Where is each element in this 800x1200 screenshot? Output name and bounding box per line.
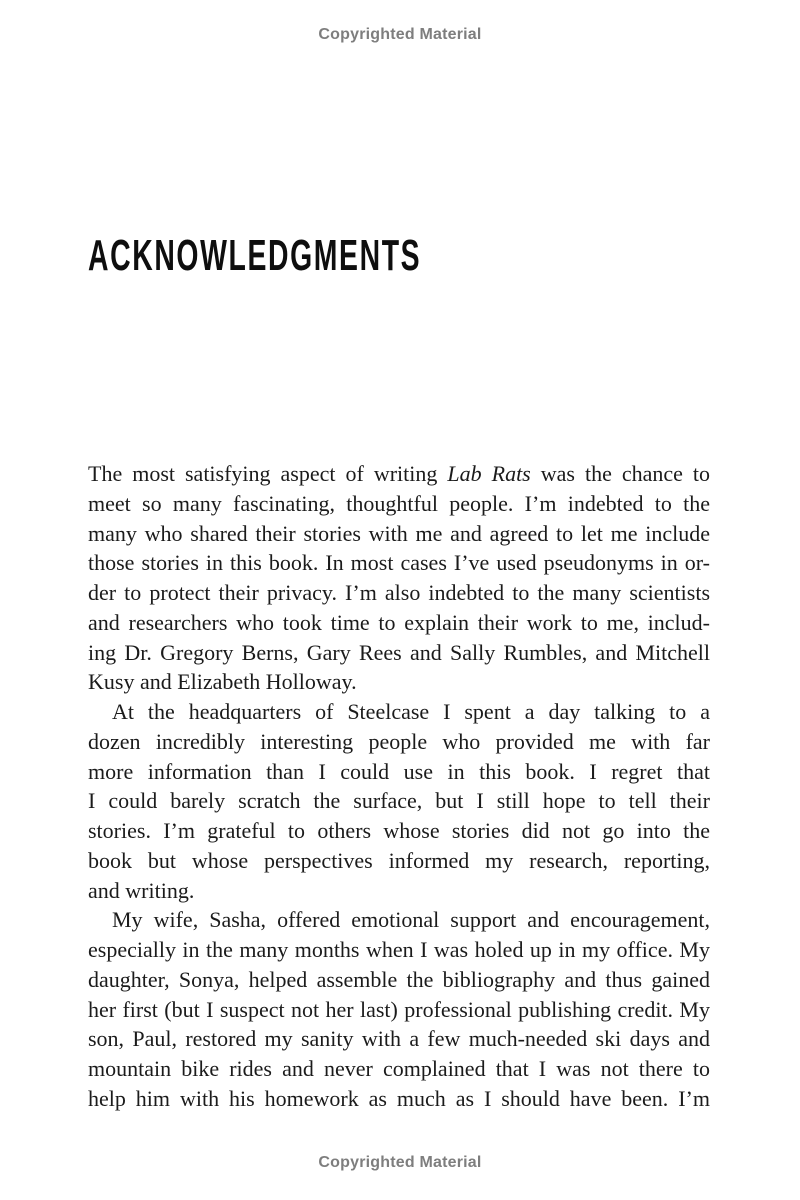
text-line: many who shared their stories with me and agreed to let me include bbox=[88, 520, 710, 546]
text-line: My wife, Sasha, offered emotional support and encouragement, bbox=[112, 907, 710, 933]
text-line: At the headquarters of Steelcase I spent a day talking to a bbox=[112, 699, 710, 724]
text-line: son, Paul, restored my sanity with a few much-needed ski days and bbox=[88, 1026, 710, 1052]
text-line: and researchers who took time to explain their work to me, includ- bbox=[88, 609, 710, 635]
text-line: and writing. bbox=[88, 877, 195, 903]
paragraph-1 bbox=[88, 459, 710, 697]
body-text bbox=[88, 459, 710, 1114]
text-line: dozen incredibly interesting people who provided me with far bbox=[88, 728, 710, 754]
text-line: I could barely scratch the surface, but I still hope to tell their bbox=[88, 788, 710, 814]
text-line: meet so many fascinating, thoughtful people. I’m indebted to the bbox=[88, 490, 710, 516]
text-line: Kusy and Elizabeth Holloway. bbox=[88, 669, 357, 695]
paragraph-2 bbox=[88, 697, 710, 905]
book-title-italic: Lab Rats bbox=[447, 461, 531, 486]
page-title: ACKNOWLEDGMENTS bbox=[88, 231, 422, 280]
text-line: ing Dr. Gregory Berns, Gary Rees and Sally Rumbles, and Mitchell bbox=[88, 639, 710, 665]
text-line: book but whose perspectives informed my research, reporting, bbox=[88, 847, 710, 873]
text-line: mountain bike rides and never complained that I was not there to bbox=[88, 1056, 710, 1081]
copyright-notice-top: Copyrighted Material bbox=[318, 26, 482, 43]
text-line: those stories in this book. In most cases I’ve used pseudonyms in or- bbox=[88, 550, 710, 576]
text-line: especially in the many months when I was holed up in my office. My bbox=[88, 937, 710, 962]
text-line: her first (but I suspect not her last) professional publishing credit. My bbox=[88, 996, 710, 1022]
text-line bbox=[88, 459, 710, 489]
copyright-notice-bottom: Copyrighted Material bbox=[318, 1154, 482, 1171]
text-segment: was the chance to bbox=[530, 461, 711, 486]
text-line: der to protect their privacy. I’m also indebted to the many scientists bbox=[88, 580, 710, 605]
text-line: more information than I could use in this book. I regret that bbox=[88, 758, 710, 784]
text-line: daughter, Sonya, helped assemble the bibliography and thus gained bbox=[88, 966, 710, 992]
text-segment: The most satisfying aspect of writing bbox=[88, 461, 448, 486]
text-line: stories. I’m grateful to others whose stories did not go into the bbox=[88, 818, 710, 843]
paragraph-3 bbox=[88, 905, 710, 1113]
text-line: help him with his homework as much as I should have been. I’m bbox=[88, 1085, 710, 1111]
